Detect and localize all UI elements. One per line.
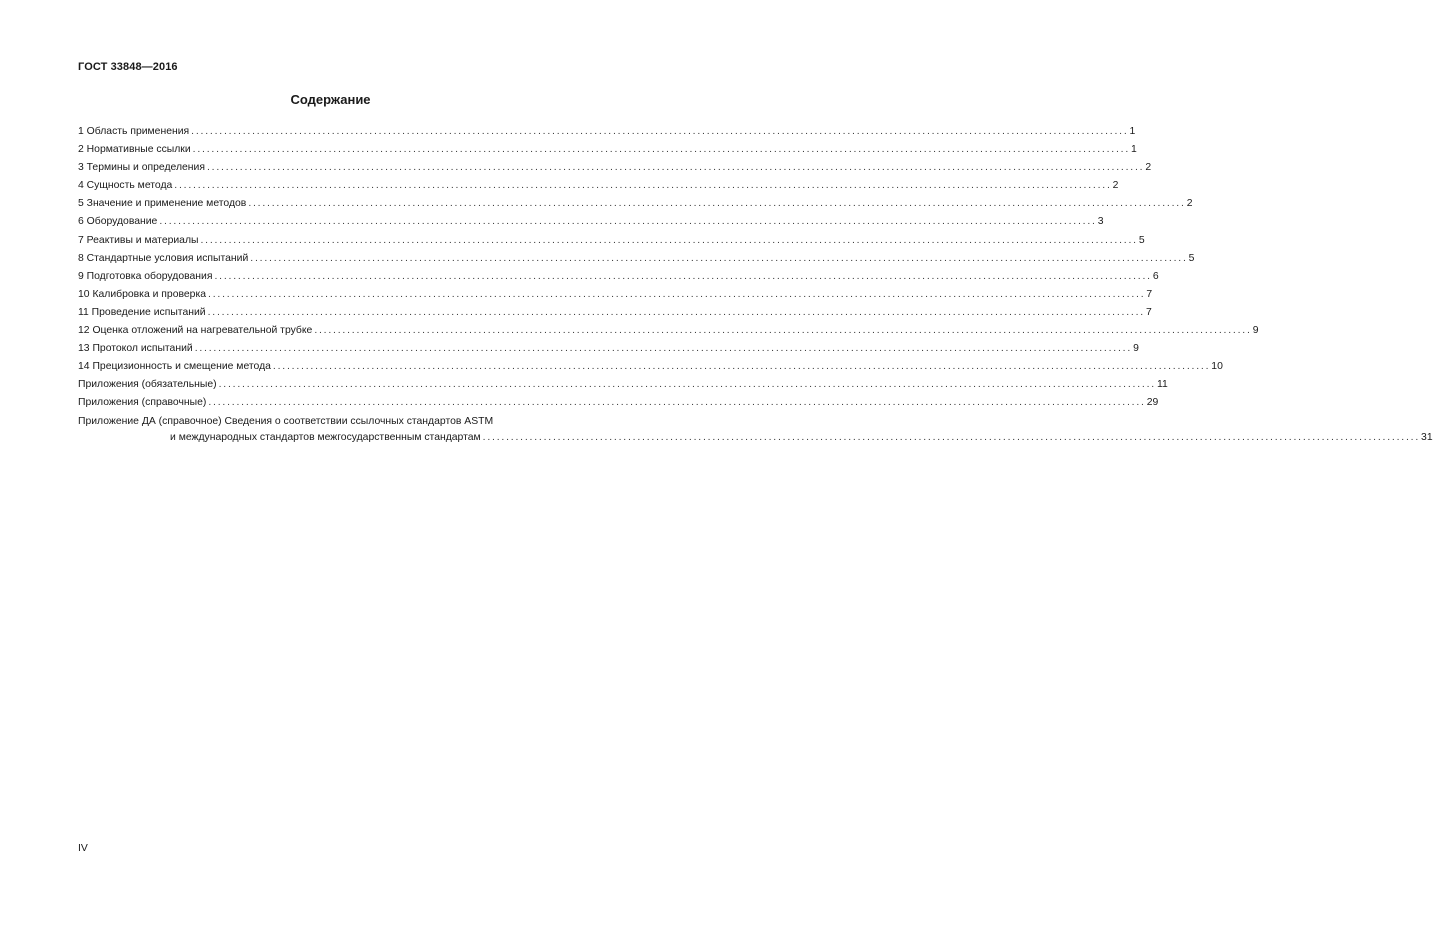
page-number: IV (78, 843, 88, 854)
toc-entry-label: 12 Оценка отложений на нагревательной трубке (78, 325, 313, 337)
toc-entry-page: 6 (1152, 270, 1159, 282)
toc-leader-dots: ........................................................................................................................................................................................................ (482, 431, 1421, 443)
toc-entry-label: 4 Сущность метода (78, 180, 173, 192)
toc-entry-label: Приложение ДА (справочное) Сведения о соответствии ссылочных стандартов ASTM (78, 415, 494, 427)
toc-leader-dots: ........................................................................................................................................................................................................ (314, 325, 1252, 337)
toc-entry-label: 13 Протокол испытаний (78, 343, 193, 355)
toc-entry-page: 2 (1145, 162, 1152, 174)
toc-entry-page: 2 (1186, 198, 1193, 210)
toc-entry-label: 1 Область применения (78, 126, 190, 137)
toc-leader-dots: ........................................................................................................................................................................................................ (191, 126, 1129, 137)
toc-entry-page: 1 (1131, 144, 1137, 156)
toc-entry-label: 10 Калибровка и проверка (78, 288, 207, 300)
toc-entry-page: 11 (1156, 379, 1168, 391)
toc-leader-dots: ........................................................................................................................................................................................................ (207, 306, 1145, 318)
toc-leader-dots: ........................................................................................................................................................................................................ (159, 216, 1097, 228)
toc-entry-appendices-mandatory[interactable] (78, 377, 1168, 395)
toc-entry-continuation (78, 430, 1433, 445)
toc-entry-13[interactable] (78, 341, 1139, 359)
toc-entry-page: 29 (1146, 397, 1159, 409)
toc-entry-2[interactable] (78, 142, 1137, 160)
toc-entry-11[interactable] (78, 305, 1152, 323)
toc-entry-7[interactable] (78, 233, 1145, 251)
toc-leader-dots: ........................................................................................................................................................................................................ (272, 361, 1211, 373)
toc-leader-dots: ........................................................................................................................................................................................................ (250, 252, 1188, 264)
toc-entry-10[interactable] (78, 287, 1153, 305)
toc-entry-5[interactable] (78, 196, 1193, 214)
toc-title: Содержание (290, 92, 371, 107)
toc-entry-9[interactable] (78, 269, 1159, 287)
toc-entry-label: 9 Подготовка оборудования (78, 270, 213, 282)
toc-entry-label: Приложения (справочные) (78, 397, 207, 409)
toc-entry-appendix-da[interactable] (78, 414, 1433, 445)
toc-entry-label: 6 Оборудование (78, 216, 158, 228)
toc-entry-page: 2 (1112, 180, 1119, 192)
toc-entry-12[interactable] (78, 323, 1259, 341)
toc-entry-page: 7 (1145, 306, 1152, 318)
toc-leader-dots: ........................................................................................................................................................................................................ (192, 144, 1131, 156)
toc-leader-dots: ........................................................................................................................................................................................................ (208, 397, 1146, 409)
toc-entry-page: 3 (1097, 216, 1104, 228)
toc-entry-page: 9 (1252, 325, 1259, 337)
toc-entry-page: 1 (1129, 126, 1136, 137)
toc-entry-page: 10 (1211, 361, 1223, 373)
toc-entry-page: 31 (1421, 431, 1433, 443)
document-code: ГОСТ 33848—2016 (78, 61, 178, 73)
toc-entry-label: 11 Проведение испытаний (78, 306, 206, 318)
toc-entry-label: 14 Прецизионность и смещение метода (78, 361, 271, 373)
toc-entry-label: 3 Термины и определения (78, 162, 205, 174)
toc-leader-dots: ........................................................................................................................................................................................................ (208, 288, 1146, 300)
toc-entry-3[interactable] (78, 160, 1152, 178)
toc-entry-page: 5 (1188, 252, 1195, 264)
toc-entry-appendices-informative[interactable] (78, 395, 1159, 413)
toc-entry-8[interactable] (78, 251, 1195, 269)
toc-leader-dots: ........................................................................................................................................................................................................ (194, 343, 1133, 355)
toc-entry-label: 5 Значение и применение методов (78, 198, 247, 210)
toc-entry-4[interactable] (78, 178, 1119, 196)
toc-leader-dots: ........................................................................................................................................................................................................ (214, 270, 1152, 282)
table-of-contents (78, 124, 1433, 445)
toc-entry-page: 9 (1133, 343, 1139, 355)
toc-leader-dots: ........................................................................................................................................................................................................ (248, 198, 1186, 210)
toc-entry-14[interactable] (78, 359, 1223, 377)
toc-entry-1[interactable] (78, 124, 1136, 142)
toc-leader-dots: ........................................................................................................................................................................................................ (206, 162, 1145, 174)
toc-leader-dots: ........................................................................................................................................................................................................ (200, 234, 1138, 246)
toc-entry-label: 2 Нормативные ссылки (78, 144, 191, 156)
toc-leader-dots: ........................................................................................................................................................................................................ (218, 379, 1156, 391)
toc-entry-label-cont: и международных стандартов межгосударственным стандартам (170, 431, 481, 443)
toc-entry-page: 5 (1138, 234, 1145, 246)
toc-entry-label: 7 Реактивы и материалы (78, 234, 199, 246)
toc-leader-dots: ........................................................................................................................................................................................................ (174, 180, 1112, 192)
toc-entry-6[interactable] (78, 214, 1104, 232)
toc-entry-page: 7 (1146, 288, 1153, 300)
toc-entry-label: Приложения (обязательные) (78, 379, 217, 391)
toc-entry-label: 8 Стандартные условия испытаний (78, 252, 249, 264)
